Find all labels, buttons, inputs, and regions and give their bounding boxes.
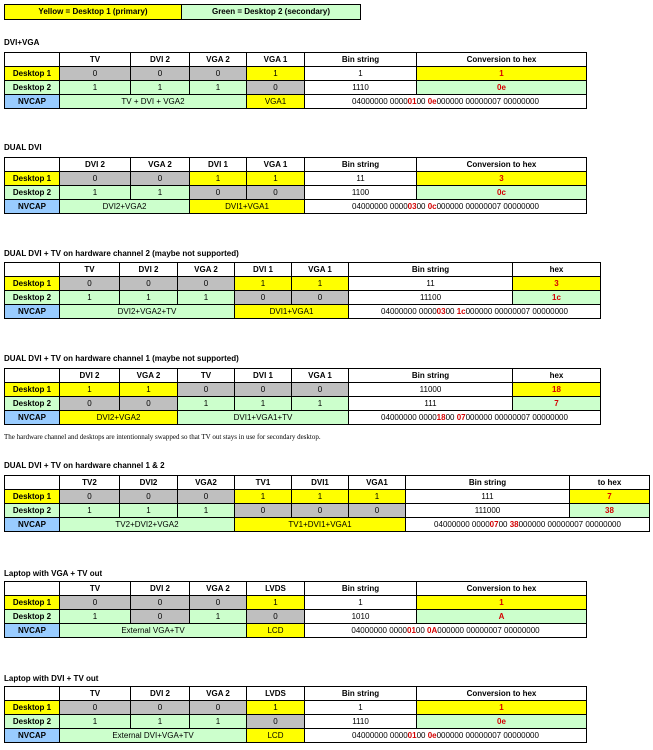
column-header: Bin string xyxy=(349,263,513,277)
nvcap-string-part: 000000 00000007 00000000 xyxy=(436,731,539,740)
nvcap-table xyxy=(4,686,587,743)
column-header: Conversion to hex xyxy=(417,158,587,172)
value-cell: 0 xyxy=(235,291,292,305)
nvcap-hex-highlight: 07 xyxy=(456,413,466,422)
value-cell: 1 xyxy=(60,610,131,624)
value-cell: 1 xyxy=(178,504,235,518)
value-cell: 0 xyxy=(60,490,120,504)
column-header: LVDS xyxy=(247,582,305,596)
value-cell: 0 xyxy=(178,490,235,504)
value-cell: 1 xyxy=(120,383,178,397)
desktop-2-row xyxy=(5,291,601,305)
section-title: DUAL DVI + TV on hardware channel 1 (maybe not supported) xyxy=(4,354,239,363)
nvcap-string-part: 000000 00000007 00000000 xyxy=(465,307,568,316)
section-title: DUAL DVI + TV on hardware channel 1 & 2 xyxy=(4,461,165,470)
value-cell: 11100 xyxy=(349,291,513,305)
value-cell: 7 xyxy=(570,490,650,504)
nvcap-group-2: DVI1+VGA1 xyxy=(235,305,349,319)
nvcap-group-1: DVI2+VGA2 xyxy=(60,411,178,425)
value-cell: 11000 xyxy=(349,383,513,397)
nvcap-row xyxy=(5,200,587,214)
nvcap-hex-highlight: 18 xyxy=(436,413,446,422)
value-cell: 0 xyxy=(60,277,120,291)
header-row xyxy=(5,369,601,383)
desktop-1-row xyxy=(5,490,650,504)
nvcap-group-1: External DVI+VGA+TV xyxy=(60,729,247,743)
nvcap-group-2: DVI1+VGA1+TV xyxy=(178,411,349,425)
corner-cell xyxy=(5,582,60,596)
nvcap-group-1: DVI2+VGA2 xyxy=(60,200,190,214)
section-title: DUAL DVI xyxy=(4,143,42,152)
nvcap-string-part: 00 xyxy=(416,97,428,106)
column-header: DVI 2 xyxy=(60,158,131,172)
value-cell: 1 xyxy=(349,490,406,504)
value-cell: 0 xyxy=(190,596,247,610)
column-header: VGA 1 xyxy=(247,53,305,67)
value-cell: 1 xyxy=(60,81,131,95)
column-header: Conversion to hex xyxy=(417,53,587,67)
row-label: Desktop 1 xyxy=(5,67,60,81)
nvcap-string-part: 04000000 0000 xyxy=(352,97,408,106)
row-label: NVCAP xyxy=(5,411,60,425)
column-header: TV xyxy=(60,53,131,67)
desktop-2-row xyxy=(5,81,587,95)
value-cell: 0 xyxy=(60,67,131,81)
nvcap-row xyxy=(5,95,587,109)
nvcap-string-part: 04000000 0000 xyxy=(351,626,408,635)
value-cell: 1 xyxy=(305,67,417,81)
value-cell: 0 xyxy=(247,186,305,200)
row-label: Desktop 2 xyxy=(5,504,60,518)
value-cell: 1 xyxy=(417,701,587,715)
row-label: Desktop 2 xyxy=(5,291,60,305)
desktop-2-row xyxy=(5,397,601,411)
nvcap-string-part: 000000 00000007 00000000 xyxy=(518,520,621,529)
nvcap-row xyxy=(5,518,650,532)
value-cell: 1 xyxy=(60,715,131,729)
desktop-1-row xyxy=(5,701,587,715)
column-header: DVI 2 xyxy=(131,687,190,701)
value-cell: 0 xyxy=(292,383,349,397)
column-header: VGA 2 xyxy=(190,687,247,701)
value-cell: 1 xyxy=(131,715,190,729)
value-cell: 1 xyxy=(60,383,120,397)
value-cell: 7 xyxy=(513,397,601,411)
value-cell: 18 xyxy=(513,383,601,397)
column-header: DVI 2 xyxy=(120,263,178,277)
value-cell: 1110 xyxy=(305,715,417,729)
column-header: Bin string xyxy=(305,582,417,596)
row-label: NVCAP xyxy=(5,305,60,319)
row-label: Desktop 1 xyxy=(5,596,60,610)
column-header: VGA 2 xyxy=(178,263,235,277)
nvcap-string-part: 04000000 0000 xyxy=(381,307,437,316)
nvcap-hex-highlight: 01 xyxy=(407,97,417,106)
value-cell: 1c xyxy=(513,291,601,305)
column-header: TV xyxy=(60,582,131,596)
row-label: Desktop 2 xyxy=(5,715,60,729)
desktop-2-row xyxy=(5,504,650,518)
value-cell: 1 xyxy=(178,397,235,411)
row-label: NVCAP xyxy=(5,518,60,532)
nvcap-group-1: TV2+DVI2+VGA2 xyxy=(60,518,235,532)
value-cell: 1 xyxy=(235,490,292,504)
nvcap-string-part: 000000 00000007 00000000 xyxy=(436,202,539,211)
column-header: VGA1 xyxy=(349,476,406,490)
value-cell: 111 xyxy=(406,490,570,504)
row-label: Desktop 1 xyxy=(5,701,60,715)
nvcap-table xyxy=(4,581,587,638)
value-cell: 1 xyxy=(190,172,247,186)
swap-note: The hardware channel and desktops are intentionnaly swapped so that TV out stays in use for secondary desktop. xyxy=(4,433,321,441)
value-cell: 0 xyxy=(235,504,292,518)
value-cell: 0e xyxy=(417,715,587,729)
column-header: TV xyxy=(178,369,235,383)
value-cell: 0 xyxy=(60,172,131,186)
value-cell: 1 xyxy=(417,67,587,81)
column-header: LVDS xyxy=(247,687,305,701)
column-header: DVI 2 xyxy=(131,582,190,596)
value-cell: 0 xyxy=(178,277,235,291)
nvcap-group-2: LCD xyxy=(247,624,305,638)
value-cell: 1 xyxy=(247,596,305,610)
value-cell: 0 xyxy=(247,81,305,95)
row-label: Desktop 2 xyxy=(5,397,60,411)
column-header: TV2 xyxy=(60,476,120,490)
nvcap-hex-highlight: 01 xyxy=(407,731,417,740)
row-label: Desktop 2 xyxy=(5,186,60,200)
column-header: TV xyxy=(60,687,131,701)
nvcap-hex-highlight: 07 xyxy=(489,520,499,529)
value-cell: 1 xyxy=(178,291,235,305)
column-header: VGA 2 xyxy=(190,582,247,596)
nvcap-table xyxy=(4,262,601,319)
desktop-1-row xyxy=(5,596,587,610)
column-header: DVI 2 xyxy=(60,369,120,383)
row-label: Desktop 1 xyxy=(5,277,60,291)
value-cell: 1100 xyxy=(305,186,417,200)
value-cell: 1 xyxy=(131,81,190,95)
corner-cell xyxy=(5,476,60,490)
column-header: to hex xyxy=(570,476,650,490)
value-cell: 0 xyxy=(349,504,406,518)
nvcap-string xyxy=(305,729,587,743)
desktop-1-row xyxy=(5,277,601,291)
nvcap-row xyxy=(5,305,601,319)
header-row xyxy=(5,158,587,172)
desktop-1-row xyxy=(5,383,601,397)
column-header: DVI 2 xyxy=(131,53,190,67)
column-header: DVI2 xyxy=(120,476,178,490)
value-cell: 1 xyxy=(247,67,305,81)
nvcap-string-part: 00 xyxy=(498,520,510,529)
nvcap-row xyxy=(5,729,587,743)
nvcap-string-part: 00 xyxy=(445,413,457,422)
row-label: NVCAP xyxy=(5,95,60,109)
row-label: NVCAP xyxy=(5,200,60,214)
desktop-2-row xyxy=(5,186,587,200)
value-cell: 1 xyxy=(190,81,247,95)
nvcap-hex-highlight: 0e xyxy=(427,731,437,740)
value-cell: 0 xyxy=(120,397,178,411)
nvcap-table xyxy=(4,368,601,425)
value-cell: 0 xyxy=(60,397,120,411)
value-cell: 1 xyxy=(305,596,417,610)
corner-cell xyxy=(5,158,60,172)
value-cell: 0 xyxy=(60,701,131,715)
header-row xyxy=(5,263,601,277)
column-header: VGA 1 xyxy=(247,158,305,172)
value-cell: 0 xyxy=(190,186,247,200)
nvcap-string-part: 00 xyxy=(445,307,457,316)
value-cell: 38 xyxy=(570,504,650,518)
nvcap-group-1: DVI2+VGA2+TV xyxy=(60,305,235,319)
nvcap-string xyxy=(349,305,601,319)
nvcap-string-part: 000000 00000007 00000000 xyxy=(437,626,540,635)
nvcap-group-2: LCD xyxy=(247,729,305,743)
value-cell: 0 xyxy=(131,610,190,624)
section-title: Laptop with VGA + TV out xyxy=(4,569,103,578)
nvcap-hex-highlight: 0c xyxy=(427,202,437,211)
header-row xyxy=(5,53,587,67)
column-header: Conversion to hex xyxy=(417,582,587,596)
value-cell: 11 xyxy=(305,172,417,186)
nvcap-hex-highlight: 03 xyxy=(436,307,446,316)
value-cell: 0 xyxy=(292,504,349,518)
value-cell: 0 xyxy=(131,596,190,610)
value-cell: 0 xyxy=(131,172,190,186)
nvcap-string-part: 04000000 0000 xyxy=(352,202,408,211)
value-cell: 1110 xyxy=(305,81,417,95)
value-cell: 0e xyxy=(417,81,587,95)
nvcap-group-2: TV1+DVI1+VGA1 xyxy=(235,518,406,532)
value-cell: 3 xyxy=(417,172,587,186)
column-header: Bin string xyxy=(305,53,417,67)
nvcap-string xyxy=(305,200,587,214)
nvcap-string-part: 04000000 0000 xyxy=(434,520,490,529)
column-header: Bin string xyxy=(305,687,417,701)
column-header: Bin string xyxy=(349,369,513,383)
nvcap-string xyxy=(305,95,587,109)
nvcap-hex-highlight: 1c xyxy=(456,307,466,316)
column-header: Bin string xyxy=(406,476,570,490)
corner-cell xyxy=(5,369,60,383)
value-cell: 11 xyxy=(349,277,513,291)
value-cell: 0 xyxy=(190,701,247,715)
nvcap-string xyxy=(305,624,587,638)
value-cell: 1 xyxy=(120,504,178,518)
value-cell: 1 xyxy=(60,504,120,518)
value-cell: 1 xyxy=(417,596,587,610)
value-cell: 3 xyxy=(513,277,601,291)
value-cell: 1 xyxy=(292,397,349,411)
nvcap-table xyxy=(4,52,587,109)
value-cell: 111000 xyxy=(406,504,570,518)
nvcap-table xyxy=(4,475,650,532)
value-cell: 1 xyxy=(60,291,120,305)
nvcap-hex-highlight: 01 xyxy=(407,626,416,635)
value-cell: 1 xyxy=(305,701,417,715)
section-title: DUAL DVI + TV on hardware channel 2 (maybe not supported) xyxy=(4,249,239,258)
color-legend xyxy=(4,4,361,20)
value-cell: 1 xyxy=(120,291,178,305)
value-cell: 0 xyxy=(190,67,247,81)
value-cell: 0 xyxy=(131,67,190,81)
column-header: TV1 xyxy=(235,476,292,490)
value-cell: 0c xyxy=(417,186,587,200)
column-header: hex xyxy=(513,263,601,277)
column-header: DVI 1 xyxy=(235,263,292,277)
value-cell: 0 xyxy=(178,383,235,397)
row-label: Desktop 1 xyxy=(5,172,60,186)
row-label: NVCAP xyxy=(5,729,60,743)
legend-yellow: Yellow = Desktop 1 (primary) xyxy=(4,4,182,20)
value-cell: 0 xyxy=(247,715,305,729)
column-header: VGA2 xyxy=(178,476,235,490)
column-header: VGA 1 xyxy=(292,369,349,383)
column-header: VGA 2 xyxy=(120,369,178,383)
value-cell: 1 xyxy=(292,277,349,291)
corner-cell xyxy=(5,263,60,277)
column-header: DVI1 xyxy=(292,476,349,490)
corner-cell xyxy=(5,687,60,701)
row-label: Desktop 1 xyxy=(5,490,60,504)
desktop-1-row xyxy=(5,67,587,81)
value-cell: 0 xyxy=(120,277,178,291)
value-cell: 1 xyxy=(292,490,349,504)
value-cell: A xyxy=(417,610,587,624)
nvcap-group-2: DVI1+VGA1 xyxy=(190,200,305,214)
column-header: hex xyxy=(513,369,601,383)
column-header: Bin string xyxy=(305,158,417,172)
nvcap-string xyxy=(349,411,601,425)
nvcap-row xyxy=(5,411,601,425)
nvcap-hex-highlight: 0e xyxy=(427,97,437,106)
nvcap-string xyxy=(406,518,650,532)
desktop-2-row xyxy=(5,610,587,624)
nvcap-group-2: VGA1 xyxy=(247,95,305,109)
header-row xyxy=(5,476,650,490)
value-cell: 1 xyxy=(235,277,292,291)
section-title: Laptop with DVI + TV out xyxy=(4,674,99,683)
column-header: DVI 1 xyxy=(190,158,247,172)
nvcap-group-1: External VGA+TV xyxy=(60,624,247,638)
value-cell: 1 xyxy=(190,610,247,624)
nvcap-hex-highlight: 38 xyxy=(509,520,519,529)
nvcap-hex-highlight: 0A xyxy=(427,626,438,635)
column-header: DVI 1 xyxy=(235,369,292,383)
value-cell: 111 xyxy=(349,397,513,411)
row-label: NVCAP xyxy=(5,624,60,638)
header-row xyxy=(5,582,587,596)
value-cell: 1010 xyxy=(305,610,417,624)
value-cell: 0 xyxy=(292,291,349,305)
row-label: Desktop 2 xyxy=(5,81,60,95)
column-header: VGA 2 xyxy=(131,158,190,172)
value-cell: 1 xyxy=(247,701,305,715)
column-header: VGA 1 xyxy=(292,263,349,277)
value-cell: 1 xyxy=(190,715,247,729)
nvcap-group-1: TV + DVI + VGA2 xyxy=(60,95,247,109)
value-cell: 1 xyxy=(131,186,190,200)
row-label: Desktop 2 xyxy=(5,610,60,624)
value-cell: 1 xyxy=(235,397,292,411)
nvcap-string-part: 00 xyxy=(416,731,428,740)
header-row xyxy=(5,687,587,701)
legend-green: Green = Desktop 2 (secondary) xyxy=(182,4,361,20)
value-cell: 0 xyxy=(235,383,292,397)
nvcap-string-part: 000000 00000007 00000000 xyxy=(465,413,568,422)
nvcap-string-part: 000000 00000007 00000000 xyxy=(436,97,539,106)
column-header: VGA 2 xyxy=(190,53,247,67)
desktop-2-row xyxy=(5,715,587,729)
value-cell: 0 xyxy=(60,596,131,610)
nvcap-hex-highlight: 03 xyxy=(407,202,417,211)
column-header: TV xyxy=(60,263,120,277)
value-cell: 1 xyxy=(60,186,131,200)
nvcap-string-part: 00 xyxy=(416,202,428,211)
value-cell: 1 xyxy=(247,172,305,186)
nvcap-string-part: 04000000 0000 xyxy=(352,731,408,740)
column-header: Conversion to hex xyxy=(417,687,587,701)
value-cell: 0 xyxy=(131,701,190,715)
nvcap-string-part: 04000000 0000 xyxy=(381,413,437,422)
nvcap-row xyxy=(5,624,587,638)
desktop-1-row xyxy=(5,172,587,186)
value-cell: 0 xyxy=(247,610,305,624)
row-label: Desktop 1 xyxy=(5,383,60,397)
section-title: DVI+VGA xyxy=(4,38,40,47)
corner-cell xyxy=(5,53,60,67)
nvcap-string-part: 00 xyxy=(415,626,428,635)
nvcap-table xyxy=(4,157,587,214)
value-cell: 0 xyxy=(120,490,178,504)
